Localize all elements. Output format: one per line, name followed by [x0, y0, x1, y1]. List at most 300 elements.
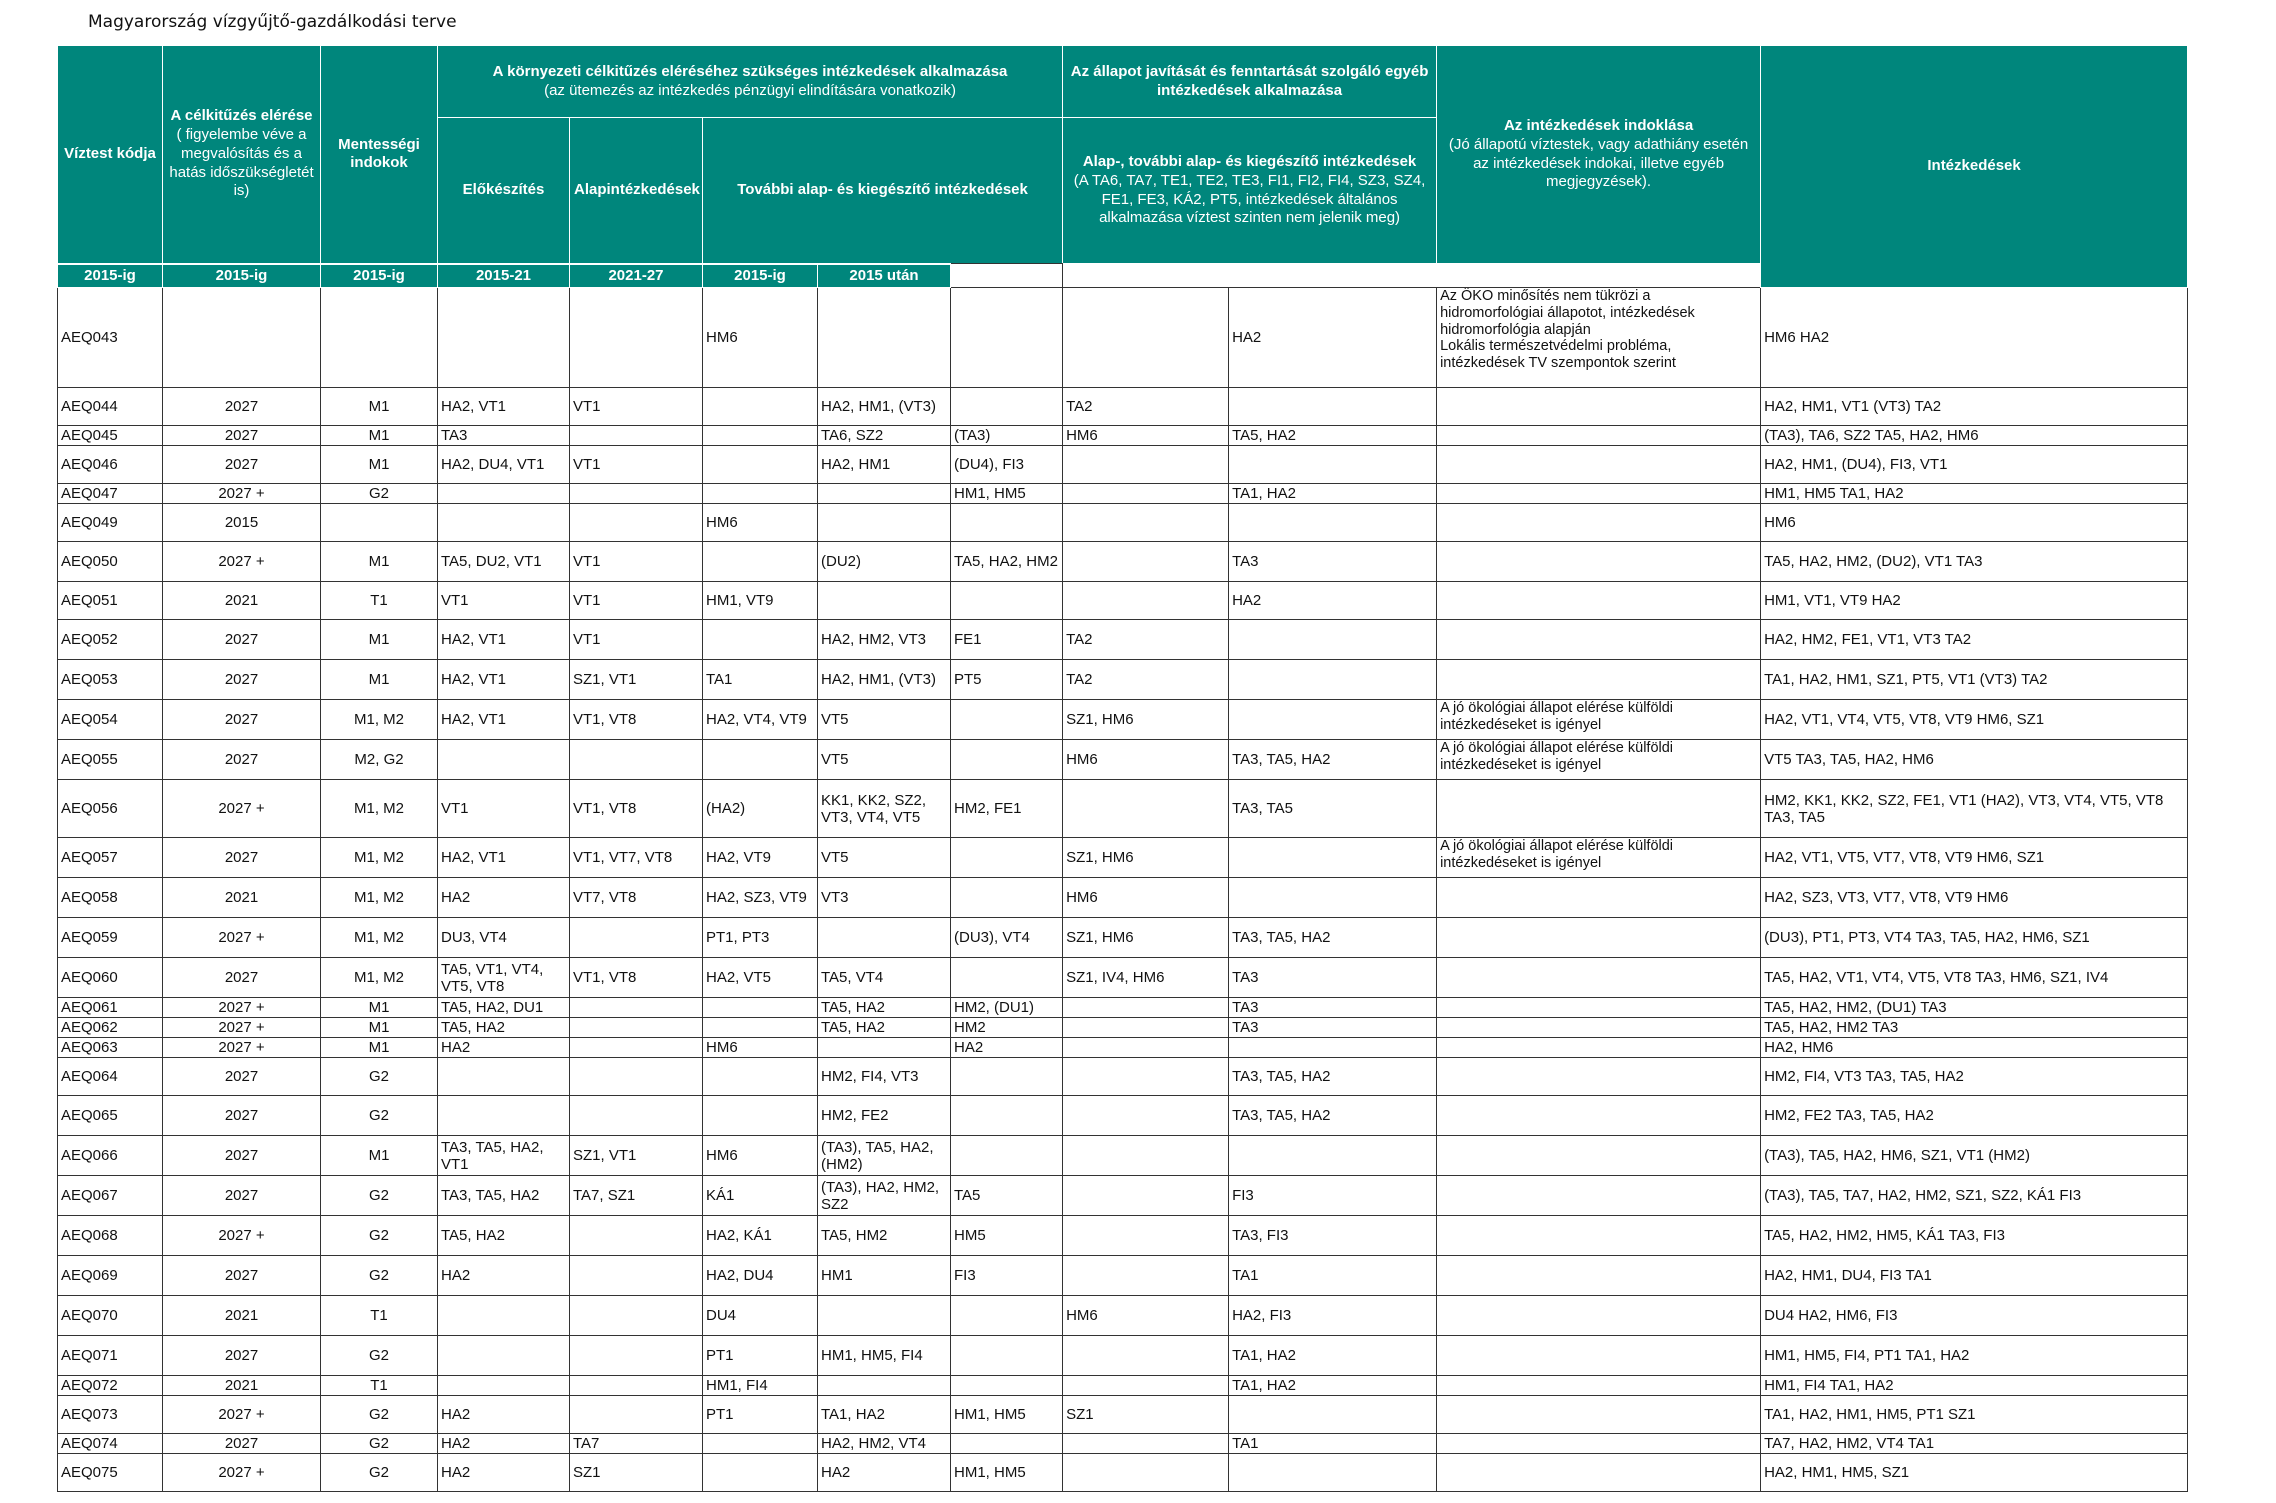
- cell-f2021: HA2, HM2, VT3: [818, 620, 951, 660]
- table-row: [58, 998, 2188, 1018]
- header-reason-sub: (Jó állapotú víztestek, vagy adathiány esetén az intézkedések indokai, illetve egyéb megjegyzések).: [1448, 135, 1749, 191]
- cell-o2015: [1063, 780, 1229, 838]
- cell-exempt: G2: [321, 1176, 438, 1216]
- cell-reason: [1437, 1336, 1761, 1376]
- cell-basic: [570, 1396, 703, 1434]
- cell-reason: [1437, 1376, 1761, 1396]
- cell-oafter: [1229, 660, 1437, 700]
- cell-goal: 2027 +: [163, 918, 321, 958]
- cell-o2015: HM6: [1063, 740, 1229, 780]
- cell-code: AEQ045: [58, 426, 163, 446]
- cell-prep: VT1: [438, 582, 570, 620]
- cell-f2027: TA5: [951, 1176, 1063, 1216]
- cell-f2015: HA2, VT4, VT9: [703, 700, 818, 740]
- period-header: 2015-ig: [58, 264, 163, 288]
- cell-oafter: [1229, 838, 1437, 878]
- cell-f2021: VT3: [818, 878, 951, 918]
- cell-code: AEQ043: [58, 288, 163, 388]
- cell-f2015: HA2, VT5: [703, 958, 818, 998]
- cell-f2027: HM1, HM5: [951, 484, 1063, 504]
- cell-f2021: TA6, SZ2: [818, 426, 951, 446]
- cell-basic: [570, 1096, 703, 1136]
- header-group1-sub: (az ütemezés az intézkedés pénzügyi elindítására vonatkozik): [544, 81, 956, 99]
- cell-measures: TA5, HA2, HM2, (DU2), VT1 TA3: [1761, 542, 2188, 582]
- cell-exempt: M1, M2: [321, 958, 438, 998]
- cell-f2021: [818, 1038, 951, 1058]
- cell-o2015: [1063, 998, 1229, 1018]
- cell-oafter: [1229, 446, 1437, 484]
- cell-f2021: (TA3), HA2, HM2, SZ2: [818, 1176, 951, 1216]
- cell-exempt: [321, 288, 438, 388]
- cell-exempt: M1, M2: [321, 700, 438, 740]
- cell-basic: [570, 1336, 703, 1376]
- cell-goal: 2027: [163, 426, 321, 446]
- cell-basic: [570, 1256, 703, 1296]
- cell-f2015: [703, 1434, 818, 1454]
- cell-reason: [1437, 1096, 1761, 1136]
- cell-f2015: HM6: [703, 1038, 818, 1058]
- cell-reason: [1437, 878, 1761, 918]
- cell-f2021: HA2, HM1: [818, 446, 951, 484]
- cell-goal: 2027: [163, 660, 321, 700]
- table-row: [58, 1018, 2188, 1038]
- header-reason: [1437, 46, 1761, 264]
- cell-f2021: [818, 484, 951, 504]
- cell-f2021: HM2, FE2: [818, 1096, 951, 1136]
- cell-code: AEQ065: [58, 1096, 163, 1136]
- cell-oafter: [1229, 1038, 1437, 1058]
- cell-oafter: TA1: [1229, 1256, 1437, 1296]
- cell-reason: [1437, 1018, 1761, 1038]
- cell-goal: 2027: [163, 1058, 321, 1096]
- cell-oafter: TA3, TA5, HA2: [1229, 740, 1437, 780]
- cell-f2027: [951, 1434, 1063, 1454]
- cell-measures: HA2, SZ3, VT3, VT7, VT8, VT9 HM6: [1761, 878, 2188, 918]
- table-row: [58, 958, 2188, 998]
- cell-measures: HM6 HA2: [1761, 288, 2188, 388]
- cell-f2021: [818, 1376, 951, 1396]
- cell-measures: HA2, HM2, FE1, VT1, VT3 TA2: [1761, 620, 2188, 660]
- cell-o2015: [1063, 1176, 1229, 1216]
- cell-goal: 2027: [163, 388, 321, 426]
- cell-measures: TA1, HA2, HM1, HM5, PT1 SZ1: [1761, 1396, 2188, 1434]
- cell-f2015: PT1, PT3: [703, 918, 818, 958]
- cell-code: AEQ072: [58, 1376, 163, 1396]
- cell-o2015: [1063, 582, 1229, 620]
- cell-measures: HA2, HM6: [1761, 1038, 2188, 1058]
- cell-prep: [438, 504, 570, 542]
- cell-f2015: DU4: [703, 1296, 818, 1336]
- cell-code: AEQ053: [58, 660, 163, 700]
- cell-f2027: HM1, HM5: [951, 1396, 1063, 1434]
- cell-f2027: HM2, (DU1): [951, 998, 1063, 1018]
- cell-prep: TA5, HA2, DU1: [438, 998, 570, 1018]
- cell-code: AEQ075: [58, 1454, 163, 1492]
- header-further: További alap- és kiegészítő intézkedések: [703, 118, 1063, 264]
- cell-prep: TA3, TA5, HA2, VT1: [438, 1136, 570, 1176]
- cell-goal: 2027 +: [163, 484, 321, 504]
- cell-code: AEQ052: [58, 620, 163, 660]
- table-row: [58, 426, 2188, 446]
- cell-reason: [1437, 484, 1761, 504]
- cell-reason: [1437, 958, 1761, 998]
- cell-oafter: [1229, 1454, 1437, 1492]
- header-goal: [163, 46, 321, 264]
- cell-measures: HM6: [1761, 504, 2188, 542]
- cell-prep: HA2: [438, 1434, 570, 1454]
- cell-goal: 2027: [163, 1256, 321, 1296]
- cell-prep: HA2, VT1: [438, 388, 570, 426]
- cell-f2015: [703, 542, 818, 582]
- cell-exempt: M1, M2: [321, 780, 438, 838]
- cell-f2027: HM5: [951, 1216, 1063, 1256]
- cell-goal: 2027: [163, 1434, 321, 1454]
- cell-exempt: T1: [321, 1296, 438, 1336]
- cell-reason: [1437, 660, 1761, 700]
- cell-reason: [1437, 1434, 1761, 1454]
- cell-goal: 2027 +: [163, 1216, 321, 1256]
- cell-code: AEQ044: [58, 388, 163, 426]
- cell-o2015: HM6: [1063, 426, 1229, 446]
- cell-code: AEQ049: [58, 504, 163, 542]
- cell-f2015: HM6: [703, 1136, 818, 1176]
- cell-measures: (TA3), TA6, SZ2 TA5, HA2, HM6: [1761, 426, 2188, 446]
- cell-basic: SZ1, VT1: [570, 1136, 703, 1176]
- table-row: [58, 1256, 2188, 1296]
- cell-exempt: M1: [321, 1018, 438, 1038]
- cell-f2021: [818, 918, 951, 958]
- table-row: [58, 504, 2188, 542]
- cell-oafter: TA3, TA5, HA2: [1229, 918, 1437, 958]
- cell-f2021: TA5, HA2: [818, 1018, 951, 1038]
- cell-code: AEQ060: [58, 958, 163, 998]
- cell-f2015: [703, 388, 818, 426]
- cell-exempt: M1, M2: [321, 918, 438, 958]
- cell-oafter: [1229, 620, 1437, 660]
- cell-f2027: [951, 1296, 1063, 1336]
- cell-code: AEQ073: [58, 1396, 163, 1434]
- period-empty: [951, 264, 1063, 288]
- cell-exempt: G2: [321, 1096, 438, 1136]
- cell-f2021: KK1, KK2, SZ2, VT3, VT4, VT5: [818, 780, 951, 838]
- cell-f2015: HA2, SZ3, VT9: [703, 878, 818, 918]
- cell-goal: 2027 +: [163, 780, 321, 838]
- cell-oafter: [1229, 388, 1437, 426]
- cell-goal: 2021: [163, 878, 321, 918]
- cell-o2015: [1063, 1336, 1229, 1376]
- cell-oafter: TA1, HA2: [1229, 484, 1437, 504]
- cell-exempt: G2: [321, 1256, 438, 1296]
- cell-f2015: HM1, FI4: [703, 1376, 818, 1396]
- cell-exempt: T1: [321, 1376, 438, 1396]
- cell-goal: 2021: [163, 582, 321, 620]
- cell-code: AEQ058: [58, 878, 163, 918]
- cell-measures: (TA3), TA5, HA2, HM6, SZ1, VT1 (HM2): [1761, 1136, 2188, 1176]
- cell-oafter: [1229, 878, 1437, 918]
- cell-measures: HA2, VT1, VT4, VT5, VT8, VT9 HM6, SZ1: [1761, 700, 2188, 740]
- table-row: [58, 838, 2188, 878]
- cell-f2015: [703, 1096, 818, 1136]
- cell-goal: 2027 +: [163, 1454, 321, 1492]
- table-row: [58, 1176, 2188, 1216]
- cell-basic: [570, 1376, 703, 1396]
- table-row: [58, 446, 2188, 484]
- cell-oafter: [1229, 1396, 1437, 1434]
- header-group2-detail: [1063, 118, 1437, 264]
- table-row: [58, 542, 2188, 582]
- cell-code: AEQ074: [58, 1434, 163, 1454]
- cell-f2027: [951, 700, 1063, 740]
- cell-basic: VT1: [570, 446, 703, 484]
- cell-goal: 2027 +: [163, 1018, 321, 1038]
- cell-basic: [570, 1038, 703, 1058]
- cell-reason: [1437, 1216, 1761, 1256]
- cell-f2027: FI3: [951, 1256, 1063, 1296]
- cell-oafter: TA5, HA2: [1229, 426, 1437, 446]
- cell-exempt: M1: [321, 388, 438, 426]
- cell-prep: HA2: [438, 1454, 570, 1492]
- cell-f2027: [951, 1136, 1063, 1176]
- cell-exempt: M1: [321, 660, 438, 700]
- cell-code: AEQ050: [58, 542, 163, 582]
- cell-basic: VT1, VT8: [570, 700, 703, 740]
- cell-f2021: VT5: [818, 740, 951, 780]
- cell-prep: HA2, VT1: [438, 660, 570, 700]
- cell-reason: Az ÖKO minősítés nem tükrözi a hidromorfológiai állapotot, intézkedések hidromorfológia alapján Lokális természetvédelmi probléma, intézkedések TV szempontok szerint: [1437, 288, 1761, 388]
- cell-exempt: G2: [321, 1434, 438, 1454]
- table-header: [58, 46, 2188, 288]
- cell-f2015: [703, 620, 818, 660]
- cell-exempt: M1, M2: [321, 838, 438, 878]
- cell-prep: [438, 740, 570, 780]
- cell-o2015: [1063, 1058, 1229, 1096]
- cell-f2015: [703, 484, 818, 504]
- cell-measures: TA7, HA2, HM2, VT4 TA1: [1761, 1434, 2188, 1454]
- cell-oafter: TA1, HA2: [1229, 1336, 1437, 1376]
- cell-code: AEQ059: [58, 918, 163, 958]
- header-code: Víztest kódja: [58, 46, 163, 264]
- cell-goal: [163, 288, 321, 388]
- cell-f2027: [951, 878, 1063, 918]
- cell-f2021: [818, 504, 951, 542]
- cell-goal: 2027: [163, 958, 321, 998]
- cell-prep: [438, 1296, 570, 1336]
- header-goal-title: A célkitűzés elérése: [170, 107, 313, 125]
- cell-basic: VT1: [570, 388, 703, 426]
- cell-o2015: [1063, 1136, 1229, 1176]
- header-measures: Intézkedések: [1761, 46, 2188, 288]
- cell-prep: TA3: [438, 426, 570, 446]
- cell-o2015: [1063, 1256, 1229, 1296]
- period-header: 2015-21: [438, 264, 570, 288]
- cell-o2015: HM6: [1063, 878, 1229, 918]
- cell-f2021: (TA3), TA5, HA2, (HM2): [818, 1136, 951, 1176]
- cell-o2015: [1063, 504, 1229, 542]
- cell-basic: [570, 918, 703, 958]
- cell-f2015: KÁ1: [703, 1176, 818, 1216]
- cell-measures: TA5, HA2, HM2 TA3: [1761, 1018, 2188, 1038]
- cell-prep: [438, 1096, 570, 1136]
- cell-exempt: T1: [321, 582, 438, 620]
- cell-measures: HM2, FE2 TA3, TA5, HA2: [1761, 1096, 2188, 1136]
- table-row: [58, 484, 2188, 504]
- table-row: [58, 1396, 2188, 1434]
- cell-goal: 2027: [163, 620, 321, 660]
- period-header: 2015-ig: [321, 264, 438, 288]
- cell-f2021: HA2, HM1, (VT3): [818, 388, 951, 426]
- cell-f2021: HA2, HM2, VT4: [818, 1434, 951, 1454]
- cell-measures: HM1, HM5, FI4, PT1 TA1, HA2: [1761, 1336, 2188, 1376]
- cell-f2027: [951, 838, 1063, 878]
- cell-goal: 2027: [163, 700, 321, 740]
- cell-f2027: HM2, FE1: [951, 780, 1063, 838]
- cell-f2021: HM2, FI4, VT3: [818, 1058, 951, 1096]
- cell-basic: SZ1: [570, 1454, 703, 1492]
- cell-reason: [1437, 542, 1761, 582]
- cell-goal: 2027 +: [163, 542, 321, 582]
- cell-f2027: HM1, HM5: [951, 1454, 1063, 1492]
- cell-basic: [570, 1018, 703, 1038]
- cell-basic: [570, 1216, 703, 1256]
- cell-measures: (DU3), PT1, PT3, VT4 TA3, TA5, HA2, HM6, SZ1: [1761, 918, 2188, 958]
- cell-code: AEQ057: [58, 838, 163, 878]
- cell-exempt: M1: [321, 998, 438, 1018]
- cell-oafter: TA3: [1229, 1018, 1437, 1038]
- table-row: [58, 918, 2188, 958]
- cell-reason: A jó ökológiai állapot elérése külföldi intézkedéseket is igényel: [1437, 740, 1761, 780]
- cell-f2015: TA1: [703, 660, 818, 700]
- cell-f2021: TA5, HA2: [818, 998, 951, 1018]
- cell-prep: DU3, VT4: [438, 918, 570, 958]
- cell-oafter: HA2, FI3: [1229, 1296, 1437, 1336]
- cell-measures: HM2, KK1, KK2, SZ2, FE1, VT1 (HA2), VT3, VT4, VT5, VT8 TA3, TA5: [1761, 780, 2188, 838]
- cell-oafter: TA3, TA5, HA2: [1229, 1058, 1437, 1096]
- cell-prep: HA2, VT1: [438, 620, 570, 660]
- cell-prep: HA2, DU4, VT1: [438, 446, 570, 484]
- table-row: [58, 1096, 2188, 1136]
- cell-f2021: TA5, HM2: [818, 1216, 951, 1256]
- cell-prep: [438, 1058, 570, 1096]
- cell-code: AEQ046: [58, 446, 163, 484]
- cell-goal: 2027 +: [163, 1396, 321, 1434]
- cell-basic: VT1: [570, 542, 703, 582]
- table-row: [58, 878, 2188, 918]
- cell-code: AEQ061: [58, 998, 163, 1018]
- cell-goal: 2027: [163, 1096, 321, 1136]
- cell-code: AEQ054: [58, 700, 163, 740]
- cell-o2015: [1063, 446, 1229, 484]
- cell-o2015: SZ1, HM6: [1063, 700, 1229, 740]
- cell-prep: HA2: [438, 878, 570, 918]
- cell-prep: HA2: [438, 1256, 570, 1296]
- period-header: 2015 után: [818, 264, 951, 288]
- cell-code: AEQ064: [58, 1058, 163, 1096]
- cell-basic: VT7, VT8: [570, 878, 703, 918]
- period-header: 2015-ig: [703, 264, 818, 288]
- cell-oafter: TA1: [1229, 1434, 1437, 1454]
- cell-f2015: [703, 1018, 818, 1038]
- cell-basic: SZ1, VT1: [570, 660, 703, 700]
- cell-f2027: TA5, HA2, HM2: [951, 542, 1063, 582]
- cell-measures: HA2, HM1, HM5, SZ1: [1761, 1454, 2188, 1492]
- cell-code: AEQ062: [58, 1018, 163, 1038]
- cell-f2021: HA2, HM1, (VT3): [818, 660, 951, 700]
- cell-f2027: (DU4), FI3: [951, 446, 1063, 484]
- cell-reason: [1437, 426, 1761, 446]
- table-row: [58, 660, 2188, 700]
- cell-code: AEQ055: [58, 740, 163, 780]
- table-row: [58, 740, 2188, 780]
- cell-oafter: [1229, 700, 1437, 740]
- cell-exempt: G2: [321, 1454, 438, 1492]
- cell-reason: [1437, 780, 1761, 838]
- cell-o2015: [1063, 542, 1229, 582]
- cell-f2027: (DU3), VT4: [951, 918, 1063, 958]
- cell-f2015: HA2, DU4: [703, 1256, 818, 1296]
- cell-goal: 2027: [163, 1176, 321, 1216]
- cell-f2027: [951, 740, 1063, 780]
- cell-prep: TA5, DU2, VT1: [438, 542, 570, 582]
- measures-table: [57, 45, 2188, 1492]
- cell-f2027: [951, 1058, 1063, 1096]
- cell-f2021: [818, 582, 951, 620]
- cell-measures: VT5 TA3, TA5, HA2, HM6: [1761, 740, 2188, 780]
- cell-exempt: M1, M2: [321, 878, 438, 918]
- cell-measures: (TA3), TA5, TA7, HA2, HM2, SZ1, SZ2, KÁ1 FI3: [1761, 1176, 2188, 1216]
- header-prep: Előkészítés: [438, 118, 570, 264]
- header-group2-desc: (A TA6, TA7, TE1, TE2, TE3, FI1, FI2, FI4, SZ3, SZ4, FE1, FE3, KÁ2, PT5, intézkedések általános alkalmazása víztest szinten nem jelenik meg): [1073, 171, 1426, 227]
- cell-o2015: [1063, 1018, 1229, 1038]
- cell-oafter: TA3, TA5, HA2: [1229, 1096, 1437, 1136]
- cell-f2027: [951, 1096, 1063, 1136]
- cell-measures: HA2, HM1, VT1 (VT3) TA2: [1761, 388, 2188, 426]
- cell-basic: VT1: [570, 620, 703, 660]
- cell-measures: DU4 HA2, HM6, FI3: [1761, 1296, 2188, 1336]
- cell-reason: [1437, 1058, 1761, 1096]
- table-row: [58, 388, 2188, 426]
- cell-goal: 2027 +: [163, 998, 321, 1018]
- table-row: [58, 582, 2188, 620]
- cell-goal: 2027: [163, 740, 321, 780]
- cell-measures: TA1, HA2, HM1, SZ1, PT5, VT1 (VT3) TA2: [1761, 660, 2188, 700]
- cell-f2015: [703, 1058, 818, 1096]
- cell-code: AEQ066: [58, 1136, 163, 1176]
- cell-o2015: SZ1, HM6: [1063, 838, 1229, 878]
- cell-goal: 2021: [163, 1376, 321, 1396]
- cell-measures: HM1, HM5 TA1, HA2: [1761, 484, 2188, 504]
- cell-f2027: [951, 388, 1063, 426]
- table-row: [58, 1454, 2188, 1492]
- cell-f2015: PT1: [703, 1396, 818, 1434]
- cell-prep: HA2: [438, 1038, 570, 1058]
- cell-o2015: TA2: [1063, 660, 1229, 700]
- cell-basic: VT1: [570, 582, 703, 620]
- header-basic: Alapintézkedések: [570, 118, 703, 264]
- cell-basic: [570, 1058, 703, 1096]
- cell-f2027: (TA3): [951, 426, 1063, 446]
- cell-prep: HA2, VT1: [438, 838, 570, 878]
- cell-f2015: [703, 446, 818, 484]
- cell-reason: [1437, 504, 1761, 542]
- table-row: [58, 288, 2188, 388]
- cell-f2015: [703, 1454, 818, 1492]
- cell-reason: [1437, 620, 1761, 660]
- cell-measures: TA5, HA2, HM2, (DU1) TA3: [1761, 998, 2188, 1018]
- cell-exempt: G2: [321, 1396, 438, 1434]
- cell-code: AEQ063: [58, 1038, 163, 1058]
- cell-reason: [1437, 1176, 1761, 1216]
- cell-measures: HM2, FI4, VT3 TA3, TA5, HA2: [1761, 1058, 2188, 1096]
